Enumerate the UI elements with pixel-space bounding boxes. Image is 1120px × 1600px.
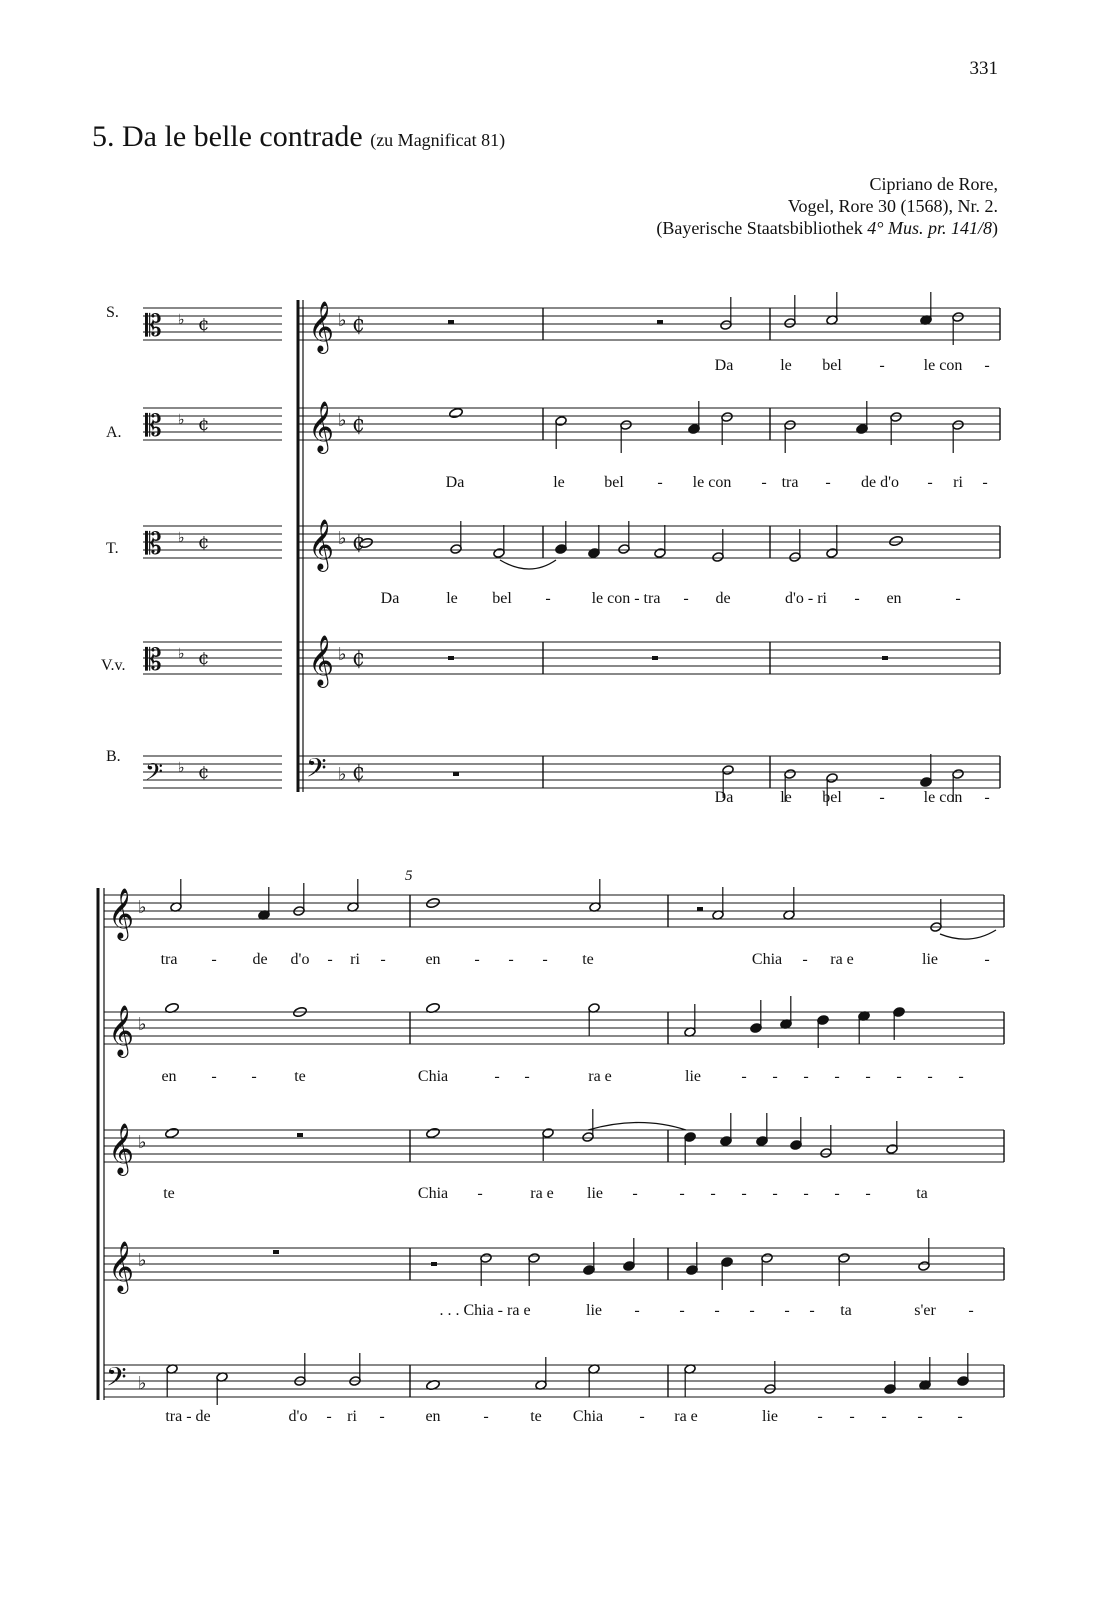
lyric-syllable: - [854,590,860,607]
rest-mark [697,907,703,911]
lyric-syllable: - [494,1068,500,1085]
lyric-syllable: - [379,1408,385,1425]
lyric-syllable: lie [586,1302,602,1319]
source-reference: Vogel, Rore 30 (1568), Nr. 2. [787,196,998,216]
lyric-syllable: le con [923,357,963,374]
lyric-syllable: ra e [674,1408,698,1425]
lyric-syllable: - [474,951,480,968]
library-name: (Bayerische Staatsbibliothek [656,218,863,238]
lyric-syllable: - [834,1185,840,1202]
lyric-syllable: ri [347,1408,357,1425]
lyric-syllable: - [982,474,988,491]
bass-clef: 𝄢 [106,1361,127,1399]
note-head [449,407,464,419]
lyric-syllable: - [710,1185,716,1202]
lyric-syllable: - [984,951,990,968]
flat-key-signature: ♭ [138,897,147,918]
lyric-syllable: Da [380,590,400,607]
lyric-syllable: en [425,951,441,968]
lyric-syllable: tra - de [165,1408,211,1425]
lyric-syllable: ra e [530,1185,554,1202]
lyric-syllable: ta [916,1185,928,1202]
lyric-syllable: - [679,1185,685,1202]
lyric-syllable: de [252,951,268,968]
rest-mark [297,1133,303,1137]
lyric-syllable: - [326,1408,332,1425]
bass-clef: 𝄢 [145,758,164,791]
lyric-syllable: - [927,1068,933,1085]
lyric-syllable: Chia [751,951,783,968]
lyric-syllable: Da [445,474,465,491]
voice-label-bass: B. [106,748,121,765]
lyric-syllable: - [545,590,551,607]
c-clef: 𝄡 [145,527,162,562]
treble-clef: 𝄞 [308,401,335,452]
lyric-syllable: ri [953,474,963,491]
lyric-syllable: - [749,1302,755,1319]
time-signature: ¢ [198,648,210,669]
flat-key-signature: ♭ [338,644,347,665]
time-signature: ¢ [198,532,210,553]
lyric-syllable: - [927,474,933,491]
flat-key-signature: ♭ [338,410,347,431]
lyric-syllable: - [251,1068,257,1085]
lyric-syllable: - [984,357,990,374]
note-head [889,535,904,547]
lyric-syllable: bel [492,590,512,607]
lyric-syllable: ra e [830,951,854,968]
lyric-syllable: - [741,1185,747,1202]
lyric-syllable: - [955,590,961,607]
c-clef: 𝄡 [145,409,162,444]
flat-key-signature: ♭ [138,1132,147,1153]
rest-mark [882,656,888,660]
lyric-syllable: Da [714,789,734,806]
lyric-syllable: lie [762,1408,778,1425]
lyric-syllable: ta [840,1302,852,1319]
lyric-syllable: - [714,1302,720,1319]
cut-time-signature: ₵ [352,312,365,336]
lyric-syllable: tra [160,951,178,968]
lyric-syllable: bel [822,789,842,806]
cut-time-signature: ₵ [352,646,365,670]
lyric-syllable: lie [587,1185,603,1202]
lyric-syllable: - [879,357,885,374]
page-number: 331 [969,58,998,79]
rest-mark [453,772,459,776]
cut-time-signature: ₵ [352,760,365,784]
time-signature: ¢ [198,314,210,335]
lyric-syllable: de [715,590,731,607]
lyric-syllable: - [772,1185,778,1202]
piece-title-subtitle: (zu Magnificat 81) [370,130,506,150]
lyric-syllable: le [780,789,792,806]
tie-slur [588,1123,686,1131]
lyric-syllable: - [917,1408,923,1425]
lyric-syllable: - [211,951,217,968]
composer-name: Cipriano de Rore, [869,174,998,194]
cut-time-signature: ₵ [352,530,365,554]
lyric-syllable: bel [604,474,624,491]
lyric-syllable: . . . Chia - ra e [439,1302,531,1319]
lyric-syllable: te [582,951,594,968]
lyric-syllable: te [530,1408,542,1425]
rest-mark [448,656,454,660]
flat-key-signature: ♭ [338,764,347,785]
flat-key-signature: ♭ [178,412,185,428]
lyric-syllable: - [958,1068,964,1085]
lyric-syllable: d'o [288,1408,308,1425]
lyric-syllable: - [508,951,514,968]
lyric-syllable: - [881,1408,887,1425]
rest-mark [657,320,663,324]
lyric-syllable: le con [692,474,732,491]
lyric-syllable: - [741,1068,747,1085]
lyric-syllable: lie [922,951,938,968]
lyric-syllable: d'o [290,951,310,968]
lyric-syllable: le con - tra [591,590,661,607]
lyric-syllable: Chia [572,1408,604,1425]
lyric-syllable: ra e [588,1068,612,1085]
lyric-syllable: le [446,590,458,607]
lyric-syllable: - [803,1068,809,1085]
lyric-syllable: - [683,590,689,607]
lyric-syllable: - [634,1302,640,1319]
lyric-syllable: - [817,1408,823,1425]
rest-mark [652,656,658,660]
shelfmark: 4° Mus. pr. 141/8 [867,218,992,238]
c-clef: 𝄡 [145,643,162,678]
lyric-syllable: - [984,789,990,806]
lyric-syllable: - [679,1302,685,1319]
lyric-syllable: - [803,1185,809,1202]
voice-label-tenor: T. [106,540,119,557]
voice-label-alto: A. [106,424,122,441]
flat-key-signature: ♭ [138,1373,147,1394]
bass-clef: 𝄢 [306,752,327,790]
lyric-syllable: le [553,474,565,491]
treble-clef: 𝄞 [108,888,135,939]
flat-key-signature: ♭ [338,310,347,331]
lyric-syllable: de d'o [861,474,899,491]
lyric-syllable: - [784,1302,790,1319]
note-head [426,1127,441,1139]
lyric-syllable: - [761,474,767,491]
treble-clef: 𝄞 [308,519,335,570]
lyric-syllable: le [780,357,792,374]
lyric-syllable: en [161,1068,177,1085]
treble-clef: 𝄞 [108,1123,135,1174]
lyric-syllable: - [809,1302,815,1319]
lyric-syllable: - [772,1068,778,1085]
rest-mark [273,1250,279,1254]
lyric-syllable: tra [781,474,799,491]
lyric-syllable: en [886,590,902,607]
lyric-syllable: ri [350,951,360,968]
lyric-syllable: - [802,951,808,968]
lyric-syllable: Chia [417,1068,449,1085]
cut-time-signature: ₵ [352,412,365,436]
lyric-syllable: - [957,1408,963,1425]
lyric-syllable: Chia [417,1185,449,1202]
lyric-syllable: - [896,1068,902,1085]
piece-title-main: 5. Da le belle contrade [92,120,363,153]
lyric-syllable: - [865,1068,871,1085]
rest-mark [448,320,454,324]
lyric-syllable: - [542,951,548,968]
time-signature: ¢ [198,414,210,435]
flat-key-signature: ♭ [138,1250,147,1271]
treble-clef: 𝄞 [108,1241,135,1292]
lyric-syllable: - [327,951,333,968]
voice-label-quinta: V.v. [101,657,126,674]
lyric-syllable: Da [714,357,734,374]
c-clef: 𝄡 [145,309,162,344]
lyric-syllable: s'er [914,1302,936,1319]
rest-mark [431,1262,437,1266]
lyric-syllable: - [657,474,663,491]
lyric-syllable: - [524,1068,530,1085]
treble-clef: 𝄞 [108,1005,135,1056]
lyric-syllable: en [425,1408,441,1425]
lyric-syllable: - [834,1068,840,1085]
time-signature: ¢ [198,762,210,783]
voice-label-soprano: S. [106,304,119,321]
lyric-syllable: - [380,951,386,968]
flat-key-signature: ♭ [338,528,347,549]
lyric-syllable: - [211,1068,217,1085]
flat-key-signature: ♭ [178,760,185,776]
lyric-syllable: - [849,1408,855,1425]
lyric-syllable: - [865,1185,871,1202]
lyric-syllable: - [477,1185,483,1202]
lyric-syllable: d'o - ri [785,590,827,607]
treble-clef: 𝄞 [308,635,335,686]
note-head [165,1127,180,1139]
lyric-syllable: - [879,789,885,806]
lyric-syllable: le con [923,789,963,806]
flat-key-signature: ♭ [178,312,185,328]
lyric-syllable: bel [822,357,842,374]
lyric-syllable: - [968,1302,974,1319]
flat-key-signature: ♭ [138,1014,147,1035]
lyric-syllable: - [632,1185,638,1202]
measure-number: 5 [405,868,413,884]
tie-slur [500,560,556,569]
flat-key-signature: ♭ [178,646,185,662]
lyric-syllable: - [639,1408,645,1425]
lyric-syllable: te [294,1068,306,1085]
lyric-syllable: te [163,1185,175,1202]
tie-slur [940,930,996,939]
citation-close: ) [992,218,998,238]
lyric-syllable: lie [685,1068,701,1085]
treble-clef: 𝄞 [308,301,335,352]
flat-key-signature: ♭ [178,530,185,546]
lyric-syllable: - [825,474,831,491]
lyric-syllable: - [483,1408,489,1425]
